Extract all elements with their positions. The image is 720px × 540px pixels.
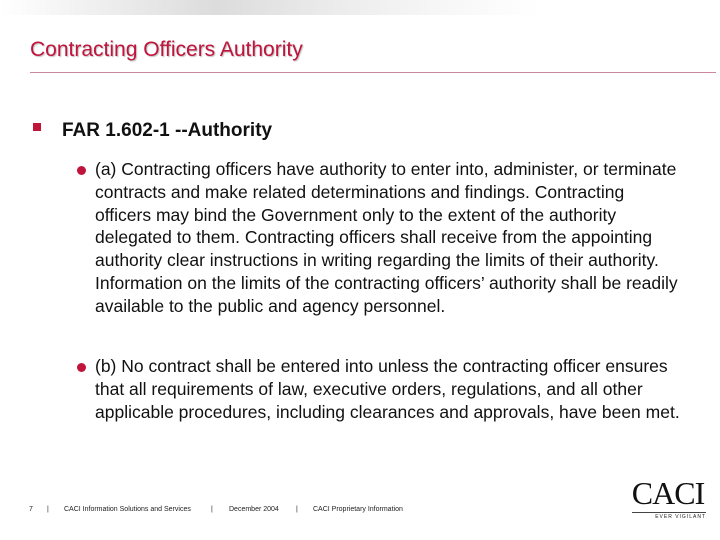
footer-proprietary: CACI Proprietary Information [313, 506, 403, 513]
slide-title: Contracting Officers Authority [30, 38, 303, 61]
footer-separator: | [211, 506, 213, 513]
footer-date: December 2004 [229, 506, 279, 513]
logo-wordmark: CACI [631, 475, 705, 511]
footer-company: CACI Information Solutions and Services [64, 506, 191, 513]
footer-separator: | [47, 506, 49, 513]
footer-separator: | [296, 506, 298, 513]
square-bullet-icon [33, 123, 41, 131]
top-gradient-band [0, 0, 720, 15]
bullet-level2-text-a: (a) Contracting officers have authority to enter into, administer, or terminate contracts and make related determinations and findings. Contracting officers may bind the Government only to the extent of the authority delegated to them. Contracting officers shall receive from the appointing authority clear instructions in writing regarding the limits of their authority. Information on the limits of the contracting officers’ authority shall be readily available to the public and agency personnel. [95, 159, 678, 316]
bullet-level2-text-b: (b) No contract shall be entered into unless the contracting officer ensures that all requirements of law, executive orders, regulations, and all other applicable procedures, including clearances and approvals, have been met. [95, 356, 680, 422]
caci-logo [628, 476, 708, 524]
title-divider [30, 72, 716, 73]
footer-page-number: 7 [29, 506, 33, 513]
logo-divider [632, 512, 706, 513]
round-bullet-icon [77, 166, 86, 175]
bullet-level1-text: FAR 1.602-1 --Authority [62, 120, 273, 141]
round-bullet-icon [77, 363, 86, 372]
logo-tagline: EVER VIGILANT [655, 514, 706, 520]
